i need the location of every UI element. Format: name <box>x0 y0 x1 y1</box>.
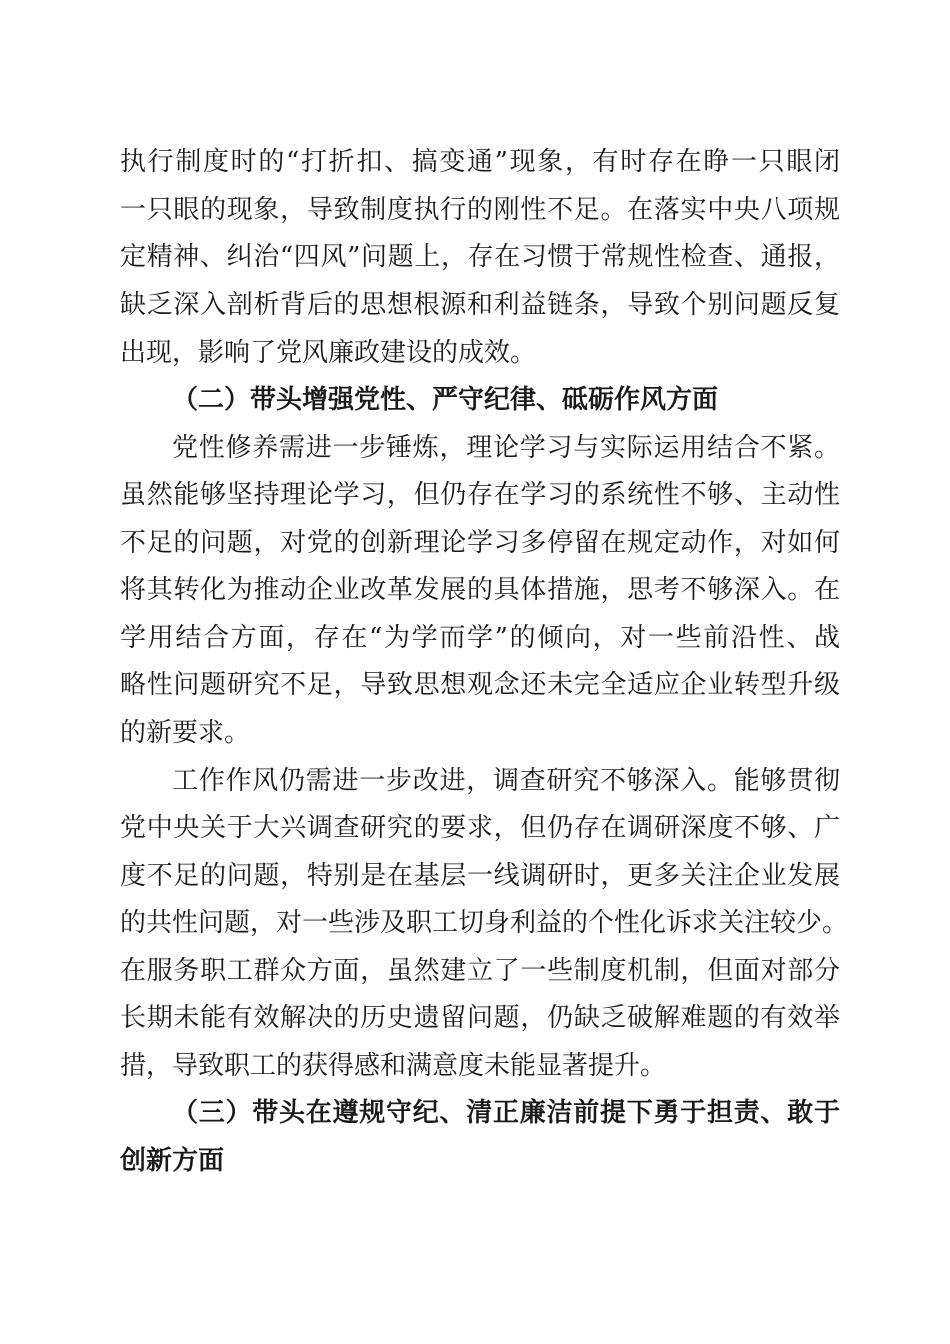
text-line: 工作作风仍需进一步改进，调查研究不够深入。能够贯彻 <box>172 766 840 796</box>
section-heading: （三）带头在遵规守纪、清正廉洁前提下勇于担责、敢于 <box>172 1098 840 1128</box>
text-line: 出现，影响了党风廉政建设的成效。 <box>120 338 537 368</box>
text-line: 的共性问题，对一些涉及职工切身利益的个性化诉求关注较少。 <box>120 908 849 938</box>
text-line: 党性修养需进一步锤炼，理论学习与实际运用结合不紧。 <box>172 433 840 463</box>
text-line: 措，导致职工的获得感和满意度未能显著提升。 <box>120 1051 667 1081</box>
section-heading-continued: 创新方面 <box>120 1146 225 1176</box>
section-heading: （二）带头增强党性、严守纪律、砥砺作风方面 <box>172 385 719 415</box>
text-line: 执行制度时的“打折扣、搞变通”现象，有时存在睁一只眼闭 <box>120 147 840 177</box>
text-line: 一只眼的现象，导致制度执行的刚性不足。在落实中央八项规 <box>120 195 840 225</box>
text-line: 虽然能够坚持理论学习，但仍存在学习的系统性不够、主动性 <box>120 480 840 510</box>
text-line: 学用结合方面，存在“为学而学”的倾向，对一些前沿性、战 <box>120 623 840 653</box>
text-line: 缺乏深入剖析背后的思想根源和利益链条，导致个别问题反复 <box>120 290 840 320</box>
text-line: 度不足的问题，特别是在基层一线调研时，更多关注企业发展 <box>120 861 840 891</box>
text-line: 在服务职工群众方面，虽然建立了一些制度机制，但面对部分 <box>120 956 840 986</box>
text-line: 党中央关于大兴调查研究的要求，但仍存在调研深度不够、广 <box>120 813 840 843</box>
text-line: 将其转化为推动企业改革发展的具体措施，思考不够深入。在 <box>120 575 840 605</box>
text-line: 长期未能有效解决的历史遗留问题，仍缺乏破解难题的有效举 <box>120 1003 840 1033</box>
text-line: 略性问题研究不足，导致思想观念还未完全适应企业转型升级 <box>120 670 840 700</box>
text-line: 不足的问题，对党的创新理论学习多停留在规定动作，对如何 <box>120 528 840 558</box>
text-line: 的新要求。 <box>120 718 251 748</box>
text-line: 定精神、纠治“四风”问题上，存在习惯于常规性检查、通报， <box>120 242 840 272</box>
